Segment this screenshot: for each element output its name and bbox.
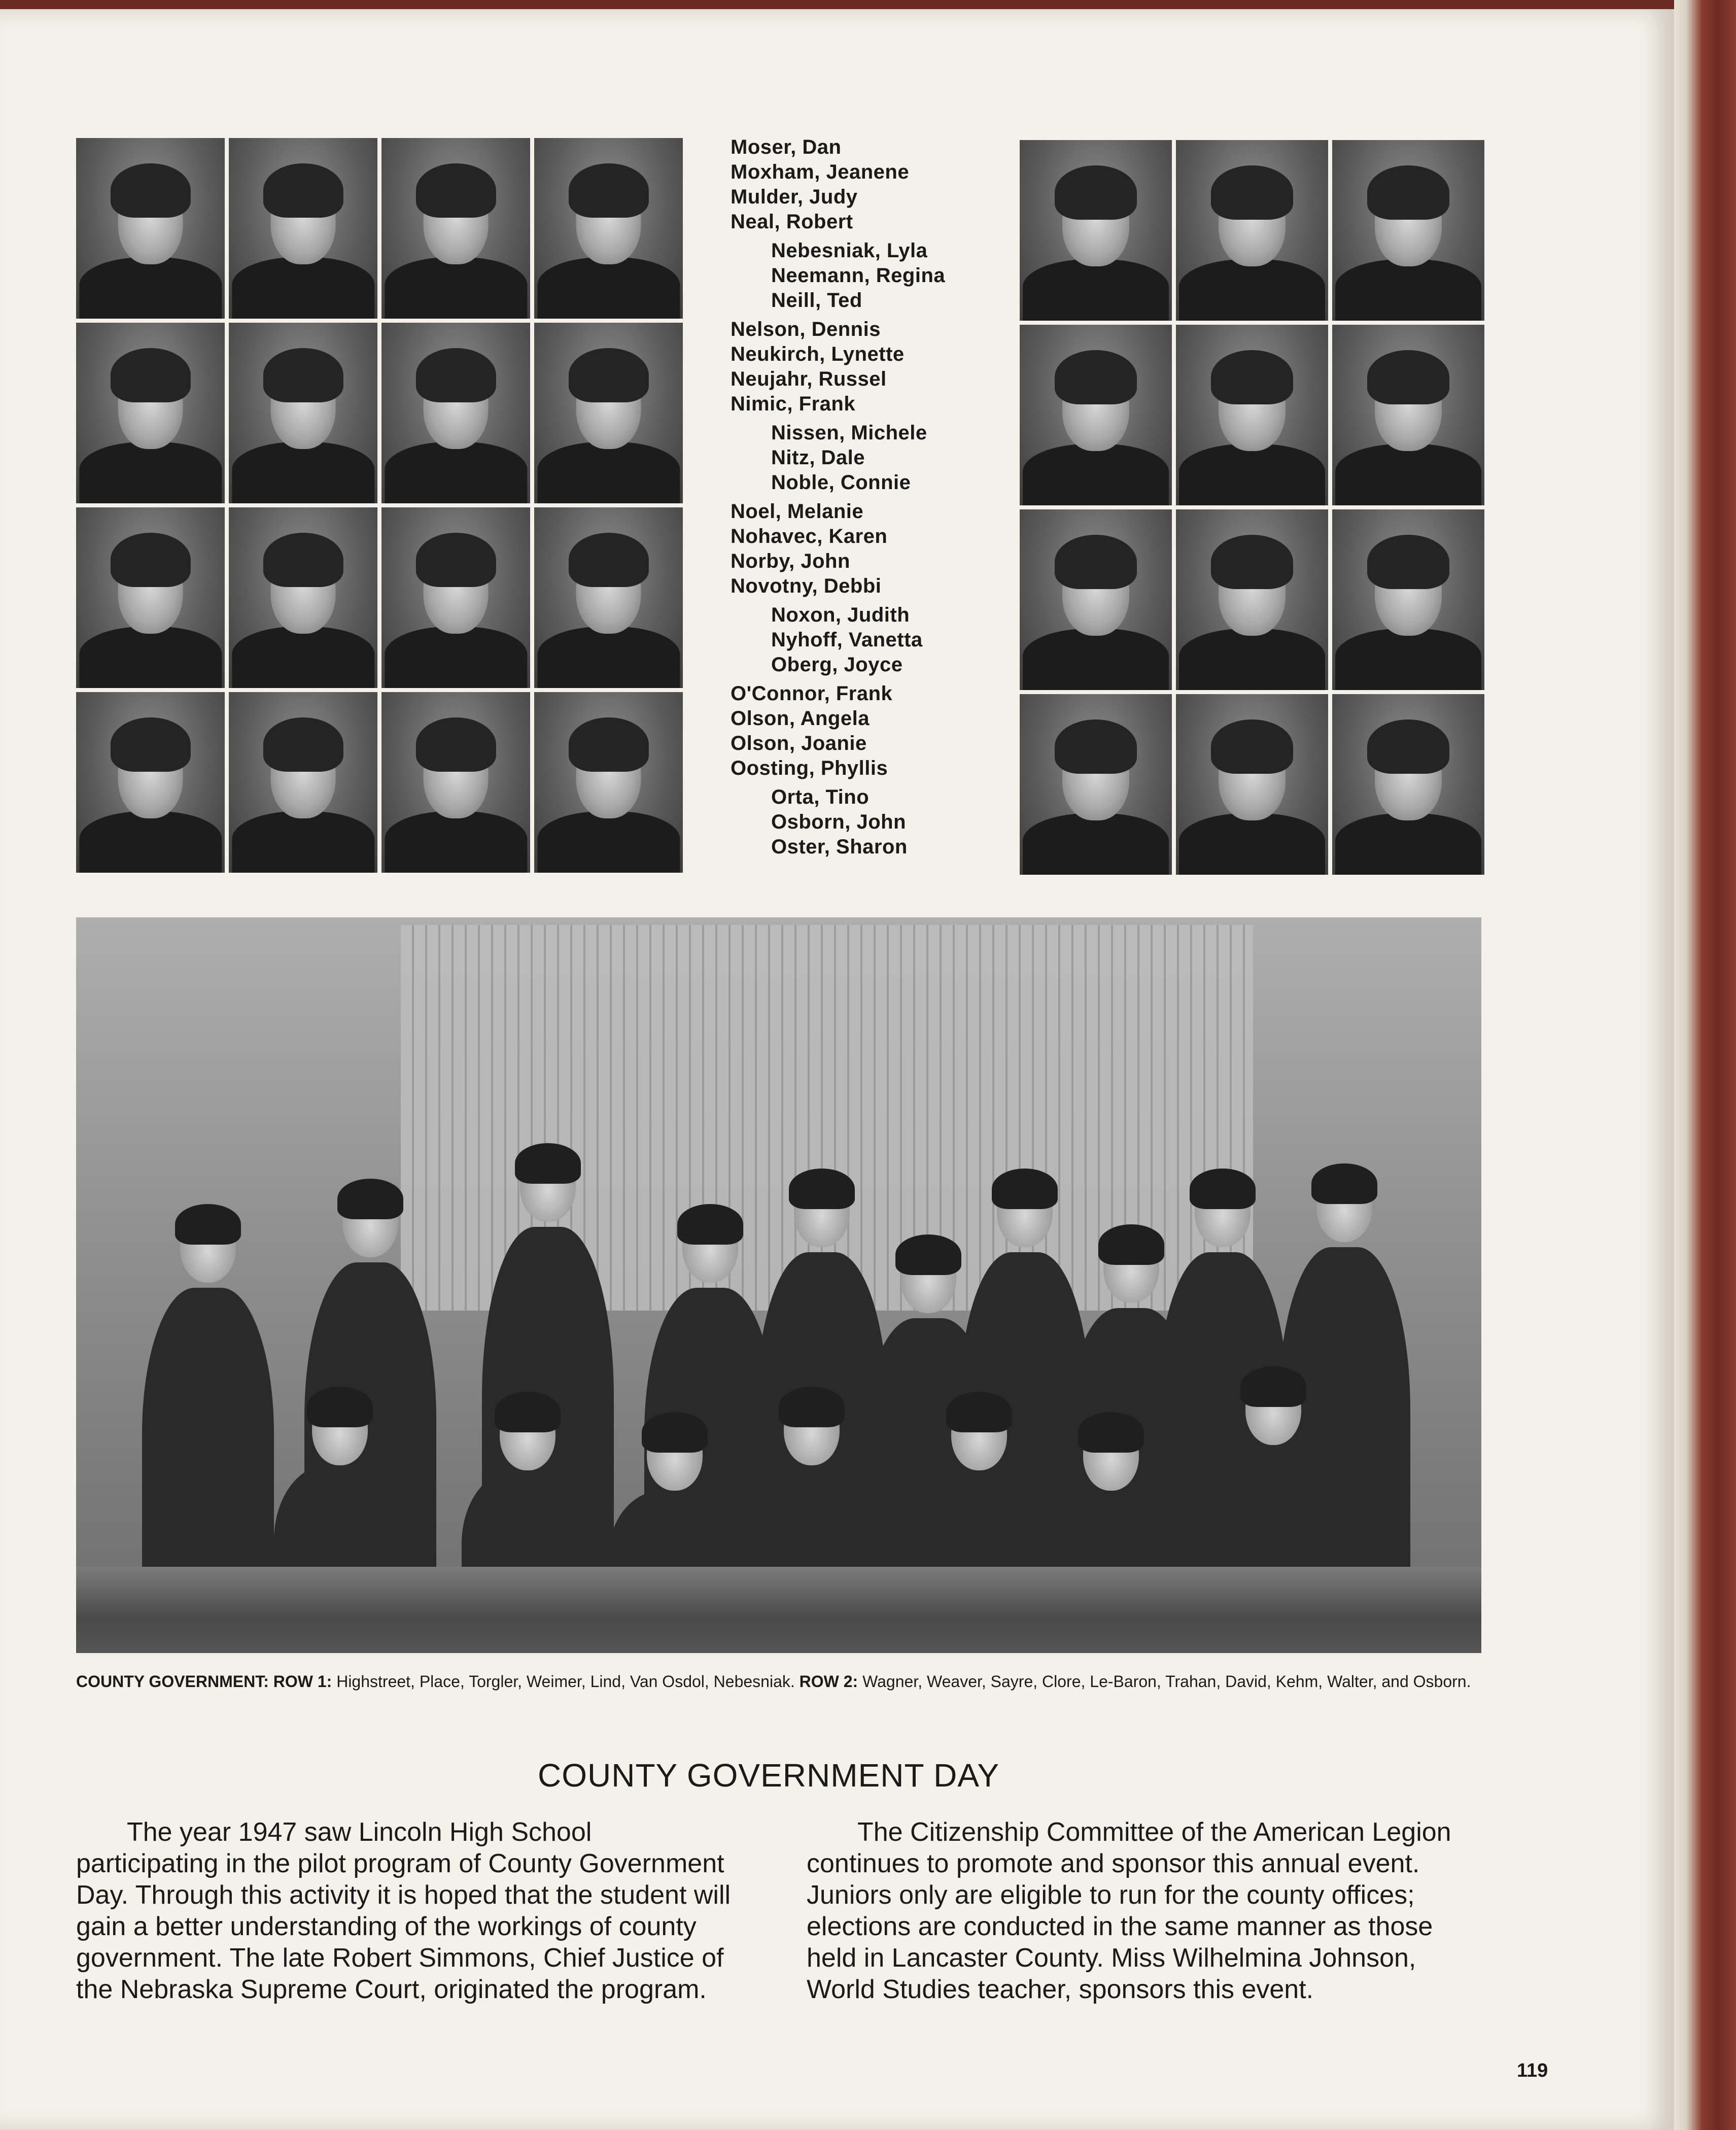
student-portrait bbox=[534, 323, 683, 503]
article-paragraph: The Citizenship Committee of the American Legion continues to promote and sponsor this annual event. Juniors only are eligible to run for the county offices; elections are conducted in the same manner as those held in Lancaster County. Miss Wilhelmina Johnson, World Studies teacher, sponsors this event. bbox=[807, 1817, 1451, 2004]
name-group bbox=[731, 603, 1004, 677]
student-portrait bbox=[1176, 140, 1328, 321]
student-name: Moxham, Jeanene bbox=[731, 161, 910, 183]
caption-row1-label: ROW 1: bbox=[273, 1672, 332, 1691]
student-portrait bbox=[1332, 325, 1484, 505]
student-portrait bbox=[229, 138, 377, 319]
student-portrait bbox=[229, 507, 377, 688]
student-name: Oberg, Joyce bbox=[771, 654, 903, 676]
student-name: Nebesniak, Lyla bbox=[771, 239, 928, 262]
student-name: Norby, John bbox=[731, 550, 850, 572]
name-group bbox=[731, 238, 1004, 313]
caption-row2-names: Wagner, Weaver, Sayre, Clore, Le-Baron, Trahan, David, Kehm, Walter, and Osborn. bbox=[862, 1672, 1471, 1691]
name-group bbox=[731, 317, 1004, 417]
student-name: Nyhoff, Vanetta bbox=[771, 629, 923, 651]
name-group bbox=[731, 421, 1004, 495]
student-name: Noxon, Judith bbox=[771, 604, 910, 626]
student-name: Neemann, Regina bbox=[771, 264, 946, 287]
student-name: Nimic, Frank bbox=[731, 393, 856, 415]
student-portrait bbox=[1020, 140, 1172, 321]
student-name: Orta, Tino bbox=[771, 786, 870, 808]
student-portrait bbox=[1332, 694, 1484, 875]
student-name: O'Connor, Frank bbox=[731, 682, 893, 705]
student-portrait bbox=[1176, 325, 1328, 505]
name-group bbox=[731, 499, 1004, 599]
book-spine bbox=[1674, 0, 1736, 2130]
student-portrait bbox=[1332, 140, 1484, 321]
student-name: Olson, Angela bbox=[731, 707, 870, 730]
student-name: Mulder, Judy bbox=[731, 186, 858, 208]
student-name: Oosting, Phyllis bbox=[731, 757, 888, 779]
name-group bbox=[731, 681, 1004, 781]
student-name: Nelson, Dennis bbox=[731, 318, 881, 340]
student-name: Neal, Robert bbox=[731, 211, 853, 233]
student-portrait bbox=[534, 138, 683, 319]
caption-row2-label: ROW 2: bbox=[799, 1672, 858, 1691]
caption-label: COUNTY GOVERNMENT: bbox=[76, 1672, 269, 1691]
student-name: Noel, Melanie bbox=[731, 500, 864, 523]
caption-row1-names: Highstreet, Place, Torgler, Weimer, Lind, Van Osdol, Nebesniak. bbox=[336, 1672, 795, 1691]
left-portrait-grid bbox=[76, 138, 683, 873]
student-name: Noble, Connie bbox=[771, 471, 911, 494]
group-photo-caption bbox=[76, 1670, 1481, 1693]
student-portrait bbox=[381, 692, 530, 873]
county-government-group-photo bbox=[76, 917, 1481, 1653]
portrait-names-list bbox=[731, 135, 1004, 864]
student-portrait bbox=[229, 323, 377, 503]
student-name: Nohavec, Karen bbox=[731, 525, 888, 547]
student-portrait bbox=[76, 692, 225, 873]
student-portrait bbox=[1176, 509, 1328, 690]
student-name: Nitz, Dale bbox=[771, 446, 865, 469]
student-portrait bbox=[381, 138, 530, 319]
student-portrait bbox=[76, 507, 225, 688]
student-portrait bbox=[534, 692, 683, 873]
article-paragraph: The year 1947 saw Lincoln High School participating in the pilot program of County Government Day. Through this activity it is hoped that the student will gain a better understanding of the workings of county government. The late Robert Simmons, Chief Justice of the Nebraska Supreme Court, originated the program. bbox=[76, 1817, 731, 2004]
student-portrait bbox=[1176, 694, 1328, 875]
student-name: Olson, Joanie bbox=[731, 732, 867, 754]
article-column-left bbox=[76, 1816, 736, 2005]
student-name: Neill, Ted bbox=[771, 289, 862, 312]
student-portrait bbox=[381, 507, 530, 688]
student-name: Novotny, Debbi bbox=[731, 575, 882, 597]
student-name: Osborn, John bbox=[771, 811, 906, 833]
name-group bbox=[731, 135, 1004, 234]
student-name: Oster, Sharon bbox=[771, 836, 908, 858]
student-name: Nissen, Michele bbox=[771, 422, 927, 444]
student-name: Neukirch, Lynette bbox=[731, 343, 905, 365]
student-portrait bbox=[76, 323, 225, 503]
student-name: Moser, Dan bbox=[731, 136, 842, 158]
article-column-right bbox=[807, 1816, 1466, 2005]
student-portrait bbox=[1332, 509, 1484, 690]
student-portrait bbox=[1020, 325, 1172, 505]
page-number: 119 bbox=[1517, 2060, 1548, 2081]
council-desk bbox=[76, 1567, 1481, 1653]
article-title: COUNTY GOVERNMENT DAY bbox=[538, 1757, 999, 1794]
name-group bbox=[731, 785, 1004, 860]
student-name: Neujahr, Russel bbox=[731, 368, 887, 390]
student-portrait bbox=[534, 507, 683, 688]
student-portrait bbox=[381, 323, 530, 503]
right-portrait-grid bbox=[1020, 140, 1484, 875]
student-portrait bbox=[76, 138, 225, 319]
student-portrait bbox=[1020, 694, 1172, 875]
student-portrait bbox=[1020, 509, 1172, 690]
student-portrait bbox=[229, 692, 377, 873]
